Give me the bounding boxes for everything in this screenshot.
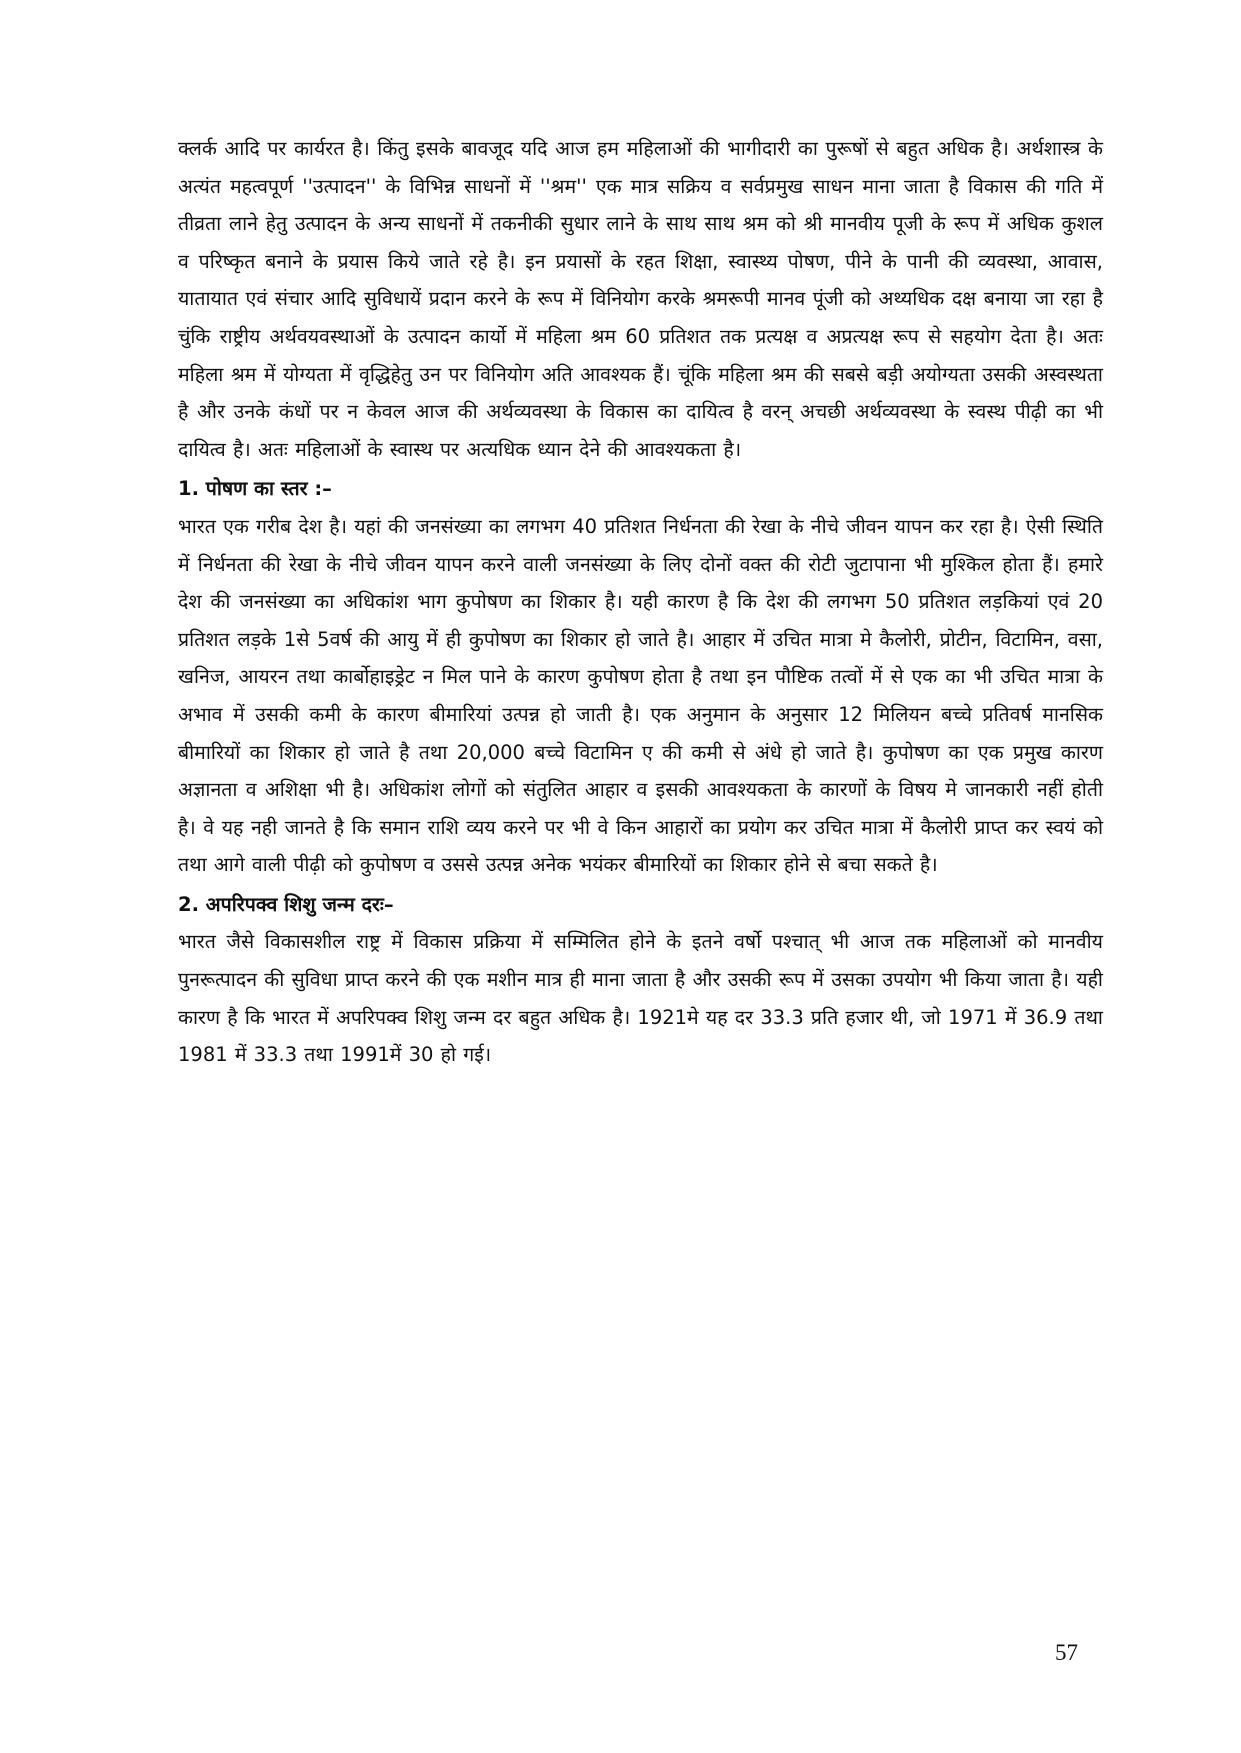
section-heading-nutrition: 1. पोषण का स्तर :– [178,477,332,501]
page-number: 57 [1055,1640,1078,1665]
document-page [178,130,1103,1074]
section-heading-premature-birth-rate: 2. अपरिपक्व शिशु जन्म दरः– [178,892,394,916]
section-paragraph-nutrition: भारत एक गरीब देश है। यहां की जनसंख्या का लगभग 40 प्रतिशत निर्धनता की रेखा के नीचे जीवन यापन कर रहा है। ऐसी स्थिति में निर्धनता की रेखा के नीचे जीवन यापन करने वाली जनसंख्या के लिए दोनों वक्त की रोटी जुटापाना भी मुश्किल होता हैं। हमारे देश की जनसंख्या का अधिकांश भाग कुपोषण का शिकार है। यही कारण है कि देश की लगभग 50 प्रतिशत लड़कियां एवं 20 प्रतिशत लड़के 1से 5वर्ष की आयु में ही कुपोषण का शिकार हो जाते है। आहार में उचित मात्रा मे कैलोरी, प्रोटीन, विटामिन, वसा, खनिज, आयरन तथा कार्बोहाइड्रेट न मिल पाने के कारण कुपोषण होता है तथा इन पौष्टिक तत्वों में से एक का भी उचित मात्रा के अभाव में उसकी कमी के कारण बीमारियां उत्पन्न हो जाती है। एक अनुमान के अनुसार 12 मिलियन बच्चे प्रतिवर्ष मानसिक बीमारियों का शिकार हो जाते है तथा 20,000 बच्चे विटामिन ए की कमी से अंधे हो जाते है। कुपोषण का एक प्रमुख कारण अज्ञानता व अशिक्षा भी है। अधिकांश लोगों को संतुलित आहार व इसकी आवश्यकता के कारणों के विषय मे जानकारी नहीं होती है। वे यह नही जानते है कि समान राशि व्यय करने पर भी वे किन आहारों का प्रयोग कर उचित मात्रा में कैलोरी प्राप्त कर स्वयं को तथा आगे वाली पीढ़ी को कुपोषण व उससे उत्पन्न अनेक भयंकर बीमारियों का शिकार होने से बचा सकते है। [178,514,1104,877]
section-paragraph-premature-birth-rate: भारत जैसे विकासशील राष्ट्र में विकास प्रक्रिया में सम्मिलित होने के इतने वर्षो पश्चात् भी आज तक महिलाओं को मानवीय पुनरूत्पादन की सुविधा प्राप्त करने की एक मशीन मात्र ही माना जाता है और उसकी रूप में उसका उपयोग भी किया जाता है। यही कारण है कि भारत में अपरिपक्व शिशु जन्म दर बहुत अधिक है। 1921मे यह दर 33.3 प्रति हजार थी, जो 1971 में 36.9 तथा 1981 में 33.3 तथा 1991में 30 हो गई। [178,930,1103,1067]
intro-paragraph: क्लर्क आदि पर कार्यरत है। किंतु इसके बावजूद यदि आज हम महिलाओं की भागीदारी का पुरूषों से बहुत अधिक है। अर्थशास्त्र के अत्यंत महत्वपूर्ण ''उत्पादन'' के विभिन्न साधनों में ''श्रम'' एक मात्र सक्रिय व सर्वप्रमुख साधन माना जाता है विकास की गति में तीव्रता लाने हेतु उत्पादन के अन्य साधनों में तकनीकी सुधार लाने के साथ साथ श्रम को श्री मानवीय पूजी के रूप में अधिक कुशल व परिष्कृत बनाने के प्रयास किये जाते रहे है। इन प्रयासों के रहत शिक्षा, स्वास्थ्य पोषण, पीने के पानी की व्यवस्था, आवास, यातायात एवं संचार आदि सुविधायें प्रदान करने के रूप में विनियोग करके श्रमरूपी मानव पूंजी को अथ्यधिक दक्ष बनाया जा रहा है चुंकि राष्ट्रीय अर्थवयवस्थाओं के उत्पादन कार्यो में महिला श्रम 60 प्रतिशत तक प्रत्यक्ष व अप्रत्यक्ष रूप से सहयोग देता है। अतः महिला श्रम में योग्यता में वृद्धिहेतु उन पर विनियोग अति आवश्यक हैं। चूंकि महिला श्रम की सबसे बड़ी अयोग्यता उसकी अस्वस्थता है और उनके कंधों पर न केवल आज की अर्थव्यवस्था के विकास का दायित्व है वरन् अचछी अर्थव्यवस्था के स्वस्थ पीढ़ी का भी दायित्व है। अतः महिलाओं के स्वास्थ पर अत्यधिक ध्यान देने की आवश्यकता है। [178,137,1103,461]
